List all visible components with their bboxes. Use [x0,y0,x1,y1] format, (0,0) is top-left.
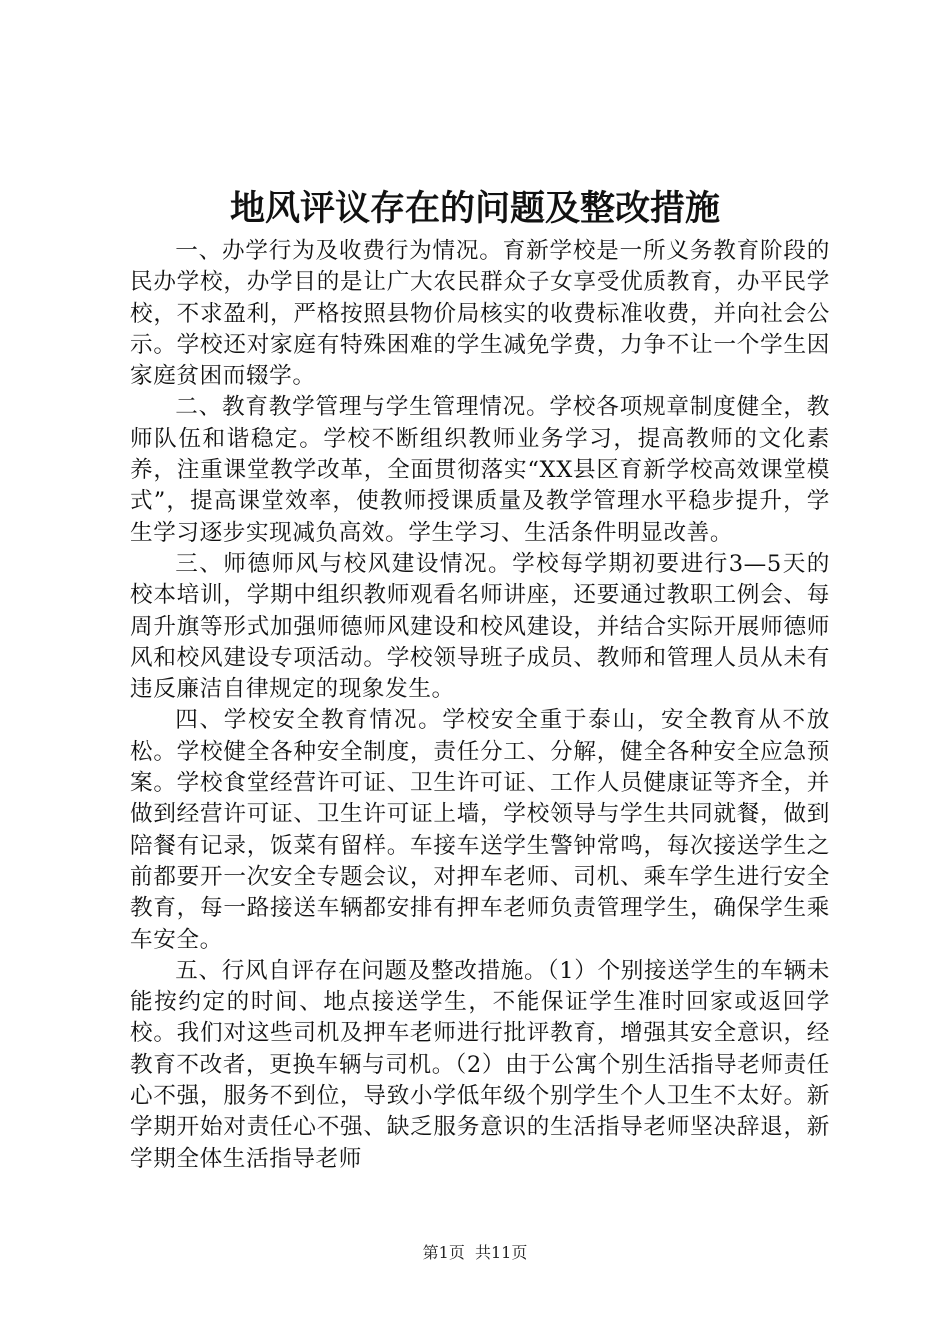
page-footer [0,1242,950,1264]
paragraph-4: 四、学校安全教育情况。学校安全重于泰山，安全教育从不放松。学校健全各种安全制度，责任分工、分解，健全各种安全应急预案。学校食堂经营许可证、卫生许可证、工作人员健康证等齐全，并做到经营许可证、卫生许可证上墙，学校领导与学生共同就餐，做到陪餐有记录，饭菜有留样。车接车送学生警钟常鸣，每次接送学生之前都要开一次安全专题会议，对押车老师、司机、乘车学生进行安全教育，每一路接送车辆都安排有押车老师负责管理学生，确保学生乘车安全。 [130,707,830,953]
paragraph-5: 五、行风自评存在问题及整改措施。（1）个别接送学生的车辆未能按约定的时间、地点接送学生，不能保证学生准时回家或返回学校。我们对这些司机及押车老师进行批评教育，增强其安全意识，经教育不改者，更换车辆与司机。（2）由于公寓个别生活指导老师责任心不强，服务不到位，导致小学低年级个别学生个人卫生不太好。新学期开始对责任心不强、缺乏服务意识的生活指导老师坚决辞退，新学期全体生活指导老师 [130,957,830,1172]
document-title: 地风评议存在的问题及整改措施 [229,188,720,229]
paragraph-2: 二、教育教学管理与学生管理情况。学校各项规章制度健全，教师队伍和谐稳定。学校不断组织教师业务学习，提高教师的文化素养，注重课堂教学改革，全面贯彻落实“XX县区育新学校高效课堂模式”，提高课堂效率，使教师授课质量及教学管理水平稳步提升，学生学习逐步实现减负高效。学生学习、生活条件明显改善。 [130,394,830,546]
paragraph-3: 三、师德师风与校风建设情况。学校每学期初要进行3—5天的校本培训，学期中组织教师观看名师讲座，还要通过教职工例会、每周升旗等形式加强师德师风建设和校风建设，并结合实际开展师德师风和校风建设专项活动。学校领导班子成员、教师和管理人员从未有违反廉洁自律规定的现象发生。 [130,550,830,703]
page-number-label: 第1页 共11页 [422,1243,528,1262]
paragraph-1: 一、办学行为及收费行为情况。育新学校是一所义务教育阶段的民办学校，办学目的是让广大农民群众子女享受优质教育，办平民学校，不求盈利，严格按照县物价局核实的收费标准收费，并向社会公示。学校还对家庭有特殊困难的学生减免学费，力争不让一个学生因家庭贫困而辍学。 [130,238,830,390]
document-body [130,236,830,1175]
